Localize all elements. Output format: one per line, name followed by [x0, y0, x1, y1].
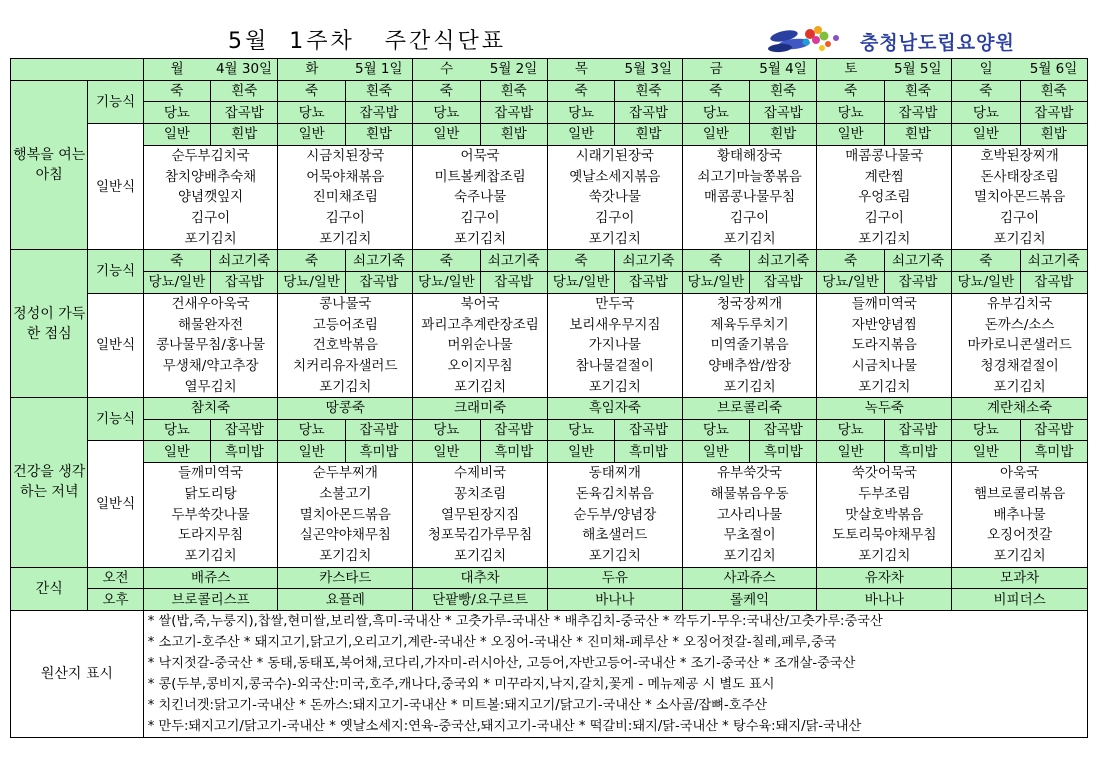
snack-item-am: 배쥬스	[143, 567, 278, 589]
day-date: 5월 1일	[345, 59, 412, 81]
general-item: 일반	[547, 124, 614, 146]
menu-dish: 김구이	[952, 208, 1088, 229]
menu-dish: 청포묵김가루무침	[413, 525, 548, 546]
menu-dish: 포기김치	[952, 376, 1088, 397]
func-item: 죽	[413, 80, 480, 102]
general-item: 일반	[413, 441, 480, 463]
func-item: 잡곡밥	[345, 419, 412, 441]
menu-dish: 포기김치	[682, 229, 817, 250]
menu-dish: 포기김치	[413, 546, 548, 567]
day-of-week: 월	[143, 59, 210, 81]
general-diet-label: 일반식	[88, 124, 143, 250]
menu-dish: 치커리유자샐러드	[278, 356, 413, 377]
func-item: 잡곡밥	[211, 271, 278, 293]
general-diet-label: 일반식	[88, 441, 143, 567]
func-item: 당뇨/일반	[413, 271, 480, 293]
day-of-week: 토	[817, 59, 884, 81]
menu-dish: 동태찌개	[547, 463, 682, 484]
menu-dish: 호박된장찌개	[952, 145, 1088, 166]
menu-dish: 김구이	[278, 208, 413, 229]
func-item: 당뇨	[413, 102, 480, 124]
general-item: 일반	[952, 124, 1020, 146]
menu-dish: 포기김치	[278, 376, 413, 397]
menu-dish: 시금치나물	[817, 356, 952, 377]
menu-dish: 오이지무침	[413, 356, 548, 377]
func-item: 흰죽	[884, 80, 951, 102]
menu-dish: 우엉조림	[817, 187, 952, 208]
func-item: 잡곡밥	[345, 271, 412, 293]
menu-dish: 숙주나물	[413, 187, 548, 208]
func-item: 잡곡밥	[345, 102, 412, 124]
porridge-item: 크래미죽	[413, 398, 548, 420]
general-item: 흰밥	[615, 124, 682, 146]
func-item: 당뇨/일반	[952, 271, 1020, 293]
func-item: 당뇨/일반	[682, 271, 749, 293]
menu-dish: 양배추쌈/쌈장	[682, 356, 817, 377]
porridge-item: 계란채소죽	[952, 398, 1088, 420]
header-blank	[11, 59, 144, 81]
snack-item-am: 사과쥬스	[682, 567, 817, 589]
porridge-item: 참치죽	[143, 398, 278, 420]
snack-item-am: 카스타드	[278, 567, 413, 589]
menu-dish: 청경채겉절이	[952, 356, 1088, 377]
origin-notes	[143, 610, 1087, 737]
general-item: 일반	[143, 441, 210, 463]
menu-dish: 도라지볶음	[817, 335, 952, 356]
func-item: 잡곡밥	[480, 419, 547, 441]
general-item: 일반	[547, 441, 614, 463]
day-date: 4월 30일	[211, 59, 278, 81]
menu-dish: 포기김치	[278, 229, 413, 250]
func-item: 당뇨	[682, 419, 749, 441]
day-date: 5월 2일	[480, 59, 547, 81]
general-item: 흑미밥	[1020, 441, 1087, 463]
menu-dish: 쑥갓나물	[547, 187, 682, 208]
general-item: 일반	[143, 124, 210, 146]
snack-item-am: 두유	[547, 567, 682, 589]
snack-item-pm: 롤케익	[682, 589, 817, 611]
origin-line: * 쌀(밥,죽,누룽지),찹쌀,현미쌀,보리쌀,흑미-국내산 * 고춧가루-국내산 * 배추김치-중국산 * 깍두기-무우:국내산/고춧가루:중국산	[147, 613, 883, 629]
general-item: 흑미밥	[345, 441, 412, 463]
func-item: 잡곡밥	[480, 102, 547, 124]
general-diet-label: 일반식	[88, 293, 143, 397]
menu-dish: 포기김치	[952, 546, 1088, 567]
page-title: 5월 1주차 주간식단표	[228, 29, 506, 54]
snack-pm-label: 오후	[88, 589, 143, 611]
func-item: 죽	[278, 250, 345, 272]
func-item: 흰죽	[211, 80, 278, 102]
func-item: 잡곡밥	[211, 419, 278, 441]
menu-dish: 포기김치	[817, 546, 952, 567]
func-item: 잡곡밥	[615, 271, 682, 293]
menu-dish: 들깨미역국	[817, 293, 952, 314]
menu-dish: 무초절이	[682, 525, 817, 546]
func-item: 당뇨	[547, 419, 614, 441]
general-item: 흰밥	[211, 124, 278, 146]
menu-dish: 해물완자전	[143, 314, 278, 335]
menu-dish: 고등어조림	[278, 314, 413, 335]
menu-dish: 순두부/양념장	[547, 504, 682, 525]
func-item: 쇠고기죽	[211, 250, 278, 272]
menu-dish: 청국장찌개	[682, 293, 817, 314]
menu-dish: 보리새우무지짐	[547, 314, 682, 335]
general-item: 일반	[952, 441, 1020, 463]
porridge-item: 흑임자죽	[547, 398, 682, 420]
menu-dish: 포기김치	[817, 229, 952, 250]
menu-dish: 건새우아욱국	[143, 293, 278, 314]
general-item: 일반	[278, 124, 345, 146]
menu-dish: 자반양념찜	[817, 314, 952, 335]
menu-dish: 포기김치	[547, 546, 682, 567]
func-item: 당뇨	[143, 419, 210, 441]
menu-dish: 포기김치	[278, 546, 413, 567]
menu-dish: 아욱국	[952, 463, 1088, 484]
origin-line: * 낙지젓갈-중국산 * 동태,동태포,북어채,코다리,가자미-러시아산, 고등어,자반고등어-국내산 * 조기-중국산 * 조개살-중국산	[147, 655, 856, 671]
snack-item-pm: 비피더스	[952, 589, 1088, 611]
func-item: 죽	[817, 250, 884, 272]
func-diet-label: 기능식	[88, 250, 143, 293]
menu-dish: 머위순나물	[413, 335, 548, 356]
menu-dish: 포기김치	[413, 229, 548, 250]
func-item: 흰죽	[480, 80, 547, 102]
menu-dish: 콩나물무침/홍나물	[143, 335, 278, 356]
func-item: 당뇨	[952, 419, 1020, 441]
func-diet-label: 기능식	[88, 398, 143, 441]
menu-dish: 미역줄기볶음	[682, 335, 817, 356]
func-item: 잡곡밥	[1020, 271, 1087, 293]
menu-dish: 두부쑥갓나물	[143, 504, 278, 525]
menu-dish: 옛날소세지볶음	[547, 166, 682, 187]
porridge-item: 땅콩죽	[278, 398, 413, 420]
func-item: 죽	[952, 80, 1020, 102]
logo-mark	[768, 26, 839, 53]
menu-dish: 포기김치	[547, 229, 682, 250]
menu-dish: 실곤약야채무침	[278, 525, 413, 546]
func-item: 쇠고기죽	[615, 250, 682, 272]
general-item: 일반	[278, 441, 345, 463]
general-item: 일반	[413, 124, 480, 146]
menu-dish: 건호박볶음	[278, 335, 413, 356]
func-item: 죽	[143, 80, 210, 102]
menu-dish: 꽁치조림	[413, 484, 548, 505]
menu-dish: 김구이	[547, 208, 682, 229]
snack-item-am: 대추차	[413, 567, 548, 589]
day-date: 5월 3일	[615, 59, 682, 81]
func-item: 당뇨	[817, 102, 884, 124]
day-of-week: 화	[278, 59, 345, 81]
snack-am-label: 오전	[88, 567, 143, 589]
general-item: 일반	[817, 441, 884, 463]
menu-dish: 포기김치	[817, 376, 952, 397]
menu-dish: 순두부김치국	[143, 145, 278, 166]
origin-label: 원산지 표시	[11, 610, 144, 737]
general-item: 일반	[682, 441, 749, 463]
func-item: 죽	[143, 250, 210, 272]
menu-dish: 진미채조림	[278, 187, 413, 208]
menu-dish: 마카로니콘샐러드	[952, 335, 1088, 356]
func-item: 당뇨/일반	[143, 271, 210, 293]
menu-dish: 포기김치	[143, 229, 278, 250]
general-item: 흰밥	[1020, 124, 1087, 146]
snack-item-pm: 바나나	[547, 589, 682, 611]
general-item: 흑미밥	[750, 441, 817, 463]
menu-dish: 유부김치국	[952, 293, 1088, 314]
func-item: 잡곡밥	[884, 271, 951, 293]
logo-text: 충청남도립요양원	[860, 32, 1015, 54]
func-item: 당뇨	[952, 102, 1020, 124]
menu-dish: 멸치아몬드볶음	[278, 504, 413, 525]
func-item: 잡곡밥	[615, 419, 682, 441]
func-item: 쇠고기죽	[1020, 250, 1087, 272]
general-item: 흰밥	[884, 124, 951, 146]
func-item: 잡곡밥	[750, 419, 817, 441]
menu-dish: 포기김치	[682, 546, 817, 567]
func-item: 쇠고기죽	[345, 250, 412, 272]
menu-dish: 포기김치	[413, 376, 548, 397]
menu-dish: 돈사태장조림	[952, 166, 1088, 187]
func-item: 죽	[547, 80, 614, 102]
origin-line: * 치킨너겟:닭고기-국내산 * 돈까스:돼지고기-국내산 * 미트볼:돼지고기/닭고기-국내산 * 소사골/잡뼈-호주산	[147, 697, 767, 713]
func-item: 당뇨/일반	[278, 271, 345, 293]
menu-dish: 쑥갓어묵국	[817, 463, 952, 484]
func-item: 잡곡밥	[1020, 419, 1087, 441]
menu-dish: 계란찜	[817, 166, 952, 187]
day-date: 5월 6일	[1020, 59, 1087, 81]
func-item: 쇠고기죽	[750, 250, 817, 272]
func-item: 흰죽	[1020, 80, 1087, 102]
menu-dish: 김구이	[143, 208, 278, 229]
menu-dish: 꽈리고추계란장조림	[413, 314, 548, 335]
menu-dish: 매콤콩나물무침	[682, 187, 817, 208]
func-item: 죽	[952, 250, 1020, 272]
meal-label-lunch: 정성이 가득한 점심	[11, 250, 88, 398]
menu-dish: 김구이	[817, 208, 952, 229]
func-item: 쇠고기죽	[884, 250, 951, 272]
menu-dish: 만두국	[547, 293, 682, 314]
menu-dish: 도라지무침	[143, 525, 278, 546]
snack-item-pm: 요플레	[278, 589, 413, 611]
menu-dish: 어묵국	[413, 145, 548, 166]
menu-dish: 가지나물	[547, 335, 682, 356]
func-item: 쇠고기죽	[480, 250, 547, 272]
menu-dish: 매콤콩나물국	[817, 145, 952, 166]
func-item: 흰죽	[750, 80, 817, 102]
general-item: 흰밥	[345, 124, 412, 146]
menu-dish: 쇠고기마늘쫑볶음	[682, 166, 817, 187]
func-item: 당뇨	[413, 419, 480, 441]
general-item: 흑미밥	[884, 441, 951, 463]
weekly-menu-table	[10, 58, 1088, 738]
func-item: 당뇨	[682, 102, 749, 124]
day-date: 5월 5일	[884, 59, 951, 81]
func-item: 죽	[547, 250, 614, 272]
general-item: 흑미밥	[480, 441, 547, 463]
snack-item-pm: 단팥빵/요구르트	[413, 589, 548, 611]
func-diet-label: 기능식	[88, 80, 143, 123]
func-item: 잡곡밥	[211, 102, 278, 124]
func-item: 잡곡밥	[750, 102, 817, 124]
menu-dish: 콩나물국	[278, 293, 413, 314]
snack-item-pm: 브로콜리스프	[143, 589, 278, 611]
menu-dish: 열무된장지짐	[413, 504, 548, 525]
func-item: 잡곡밥	[1020, 102, 1087, 124]
menu-dish: 오징어젓갈	[952, 525, 1088, 546]
func-item: 잡곡밥	[480, 271, 547, 293]
menu-dish: 닭도리탕	[143, 484, 278, 505]
menu-dish: 해초샐러드	[547, 525, 682, 546]
menu-dish: 시래기된장국	[547, 145, 682, 166]
func-item: 흰죽	[345, 80, 412, 102]
menu-dish: 김구이	[413, 208, 548, 229]
func-item: 당뇨/일반	[547, 271, 614, 293]
origin-line: * 콩(두부,콩비지,콩국수)-외국산:미국,호주,캐나다,중국외 * 미꾸라지,낙지,갈치,꽃게 - 메뉴제공 시 별도 표시	[147, 676, 775, 692]
func-item: 죽	[682, 250, 749, 272]
menu-dish: 참치양배추숙채	[143, 166, 278, 187]
menu-dish: 유부쑥갓국	[682, 463, 817, 484]
general-item: 흰밥	[480, 124, 547, 146]
snack-item-pm: 바나나	[817, 589, 952, 611]
func-item: 당뇨/일반	[817, 271, 884, 293]
func-item: 흰죽	[615, 80, 682, 102]
menu-dish: 돈까스/소스	[952, 314, 1088, 335]
general-item: 흰밥	[750, 124, 817, 146]
meal-label-dinner: 건강을 생각하는 저녁	[11, 398, 88, 568]
snack-item-am: 유자차	[817, 567, 952, 589]
origin-line: * 소고기-호주산 * 돼지고기,닭고기,오리고기,계란-국내산 * 오징어-국내산 * 진미채-페루산 * 오징어젓갈-칠레,페루,중국	[147, 634, 837, 650]
func-item: 당뇨	[278, 102, 345, 124]
func-item: 잡곡밥	[750, 271, 817, 293]
func-item: 죽	[817, 80, 884, 102]
menu-dish: 포기김치	[682, 376, 817, 397]
menu-dish: 배추나물	[952, 504, 1088, 525]
menu-dish: 들깨미역국	[143, 463, 278, 484]
func-item: 죽	[278, 80, 345, 102]
day-of-week: 일	[952, 59, 1020, 81]
day-of-week: 목	[547, 59, 614, 81]
menu-dish: 황태해장국	[682, 145, 817, 166]
menu-dish: 미트볼케찹조림	[413, 166, 548, 187]
menu-dish: 두부조림	[817, 484, 952, 505]
menu-dish: 열무김치	[143, 376, 278, 397]
day-of-week: 금	[682, 59, 749, 81]
menu-dish: 포기김치	[143, 546, 278, 567]
menu-dish: 무생채/약고추장	[143, 356, 278, 377]
snack-label: 간식	[11, 567, 88, 610]
menu-dish: 포기김치	[952, 229, 1088, 250]
general-item: 일반	[682, 124, 749, 146]
func-item: 잡곡밥	[884, 102, 951, 124]
func-item: 당뇨	[817, 419, 884, 441]
menu-dish: 해물볶음우동	[682, 484, 817, 505]
func-item: 잡곡밥	[615, 102, 682, 124]
func-item: 죽	[413, 250, 480, 272]
day-date: 5월 4일	[750, 59, 817, 81]
general-item: 일반	[817, 124, 884, 146]
menu-dish: 햄브로콜리볶음	[952, 484, 1088, 505]
menu-dish: 어묵야채볶음	[278, 166, 413, 187]
func-item: 당뇨	[143, 102, 210, 124]
day-of-week: 수	[413, 59, 480, 81]
menu-dish: 돈육김치볶음	[547, 484, 682, 505]
menu-dish: 참나물겉절이	[547, 356, 682, 377]
general-item: 흑미밥	[615, 441, 682, 463]
origin-line: * 만두:돼지고기/닭고기-국내산 * 옛날소세지:연육-중국산,돼지고기-국내산 * 떡갈비:돼지/닭-국내산 * 탕수육:돼지/닭-국내산	[147, 718, 862, 734]
menu-dish: 김구이	[682, 208, 817, 229]
general-item: 흑미밥	[211, 441, 278, 463]
menu-dish: 소불고기	[278, 484, 413, 505]
func-item: 당뇨	[547, 102, 614, 124]
meal-label-breakfast: 행복을 여는 아침	[11, 80, 88, 250]
menu-dish: 고사리나물	[682, 504, 817, 525]
menu-dish: 도토리묵야채무침	[817, 525, 952, 546]
snack-item-am: 모과차	[952, 567, 1088, 589]
menu-dish: 수제비국	[413, 463, 548, 484]
menu-dish: 양념깻잎지	[143, 187, 278, 208]
menu-dish: 제육두루치기	[682, 314, 817, 335]
func-item: 잡곡밥	[884, 419, 951, 441]
menu-dish: 북어국	[413, 293, 548, 314]
menu-dish: 시금치된장국	[278, 145, 413, 166]
menu-dish: 순두부찌개	[278, 463, 413, 484]
func-item: 죽	[682, 80, 749, 102]
porridge-item: 브로콜리죽	[682, 398, 817, 420]
menu-dish: 맛살호박볶음	[817, 504, 952, 525]
menu-dish: 멸치아몬드볶음	[952, 187, 1088, 208]
func-item: 당뇨	[278, 419, 345, 441]
porridge-item: 녹두죽	[817, 398, 952, 420]
menu-dish: 포기김치	[547, 376, 682, 397]
